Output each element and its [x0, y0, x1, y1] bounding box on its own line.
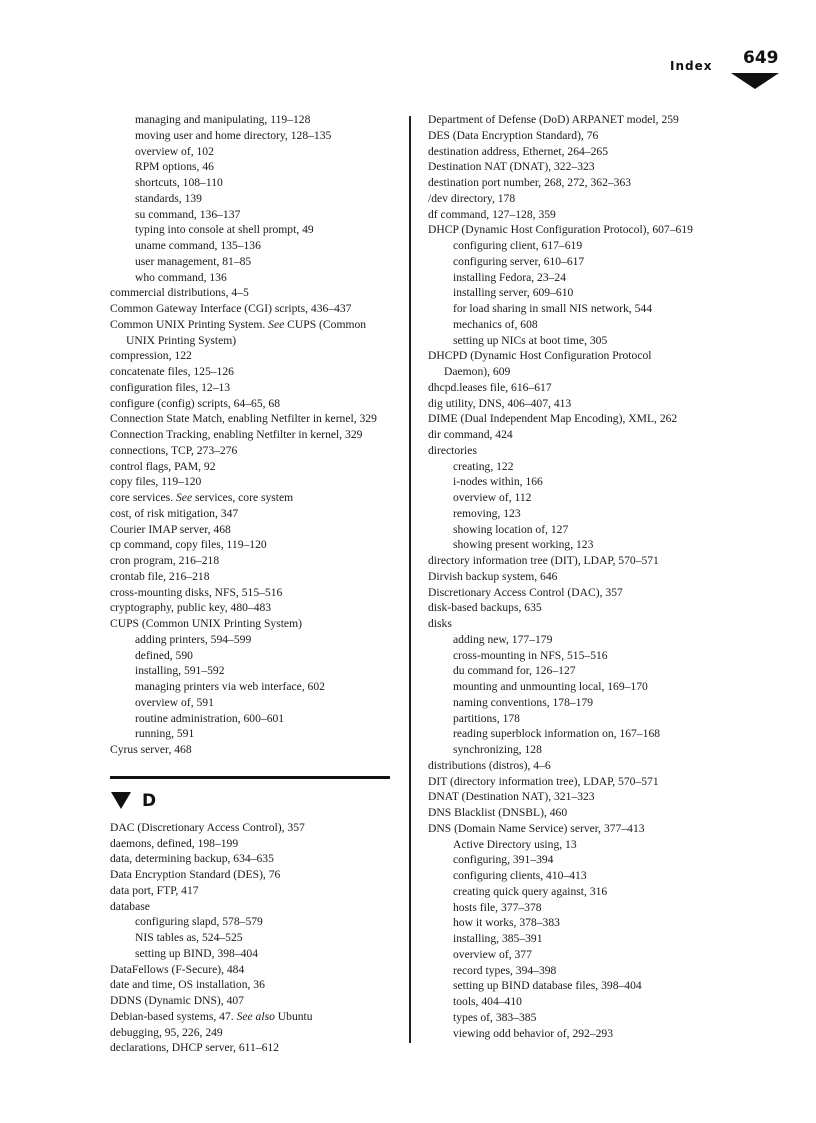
entry-text: types of, 383–385 — [453, 1010, 537, 1024]
entry-text: cross-mounting disks, NFS, 515–516 — [110, 585, 283, 599]
left-entries — [110, 112, 400, 758]
index-entry — [428, 569, 758, 585]
page-marker-triangle-icon — [731, 73, 779, 89]
index-entry — [110, 443, 400, 459]
section-divider-rule — [110, 776, 390, 779]
index-entry — [110, 175, 400, 191]
index-entry — [428, 695, 758, 711]
right-entries — [428, 112, 758, 1041]
index-entry — [110, 993, 400, 1009]
index-entry — [428, 553, 758, 569]
index-entry — [110, 679, 400, 695]
entry-text: moving user and home directory, 128–135 — [135, 128, 332, 142]
entry-text: Destination NAT (DNAT), 322–323 — [428, 160, 595, 174]
entry-text: removing, 123 — [453, 506, 521, 520]
entry-text: tools, 404–410 — [453, 995, 522, 1008]
entry-text: Daemon), 609 — [444, 365, 511, 378]
index-entry — [428, 679, 758, 695]
index-entry — [428, 207, 758, 223]
index-entry — [110, 695, 400, 711]
index-entry — [110, 899, 400, 915]
entry-text: directory information tree (DIT), LDAP, 570–571 — [428, 554, 659, 567]
entry-text: destination port number, 268, 272, 362–363 — [428, 176, 632, 189]
entry-text: disks — [428, 617, 452, 630]
entry-text: data port, FTP, 417 — [110, 883, 199, 897]
index-entry — [428, 663, 758, 679]
index-entry — [428, 191, 758, 207]
entry-text: adding printers, 594–599 — [135, 632, 252, 646]
index-entry — [428, 128, 758, 144]
section-letter: D — [142, 790, 157, 811]
see-target: CUPS (Common — [287, 317, 367, 331]
entry-text: configuring clients, 410–413 — [453, 869, 587, 882]
entry-text: du command for, 126–127 — [453, 664, 576, 678]
index-entry — [110, 537, 400, 553]
index-entry — [110, 914, 400, 930]
index-entry — [428, 317, 758, 333]
index-entry — [110, 427, 400, 443]
entry-text: connections, TCP, 273–276 — [110, 443, 238, 457]
entry-text: i-nodes within, 166 — [453, 475, 543, 489]
index-entry — [110, 459, 400, 475]
index-entry — [428, 254, 758, 270]
index-entry — [428, 159, 758, 175]
index-entry — [428, 112, 758, 128]
entry-text: showing present working, 123 — [453, 538, 594, 552]
index-entry — [428, 396, 758, 412]
entry-text: date and time, OS installation, 36 — [110, 978, 265, 992]
section-d-entries — [110, 820, 400, 1056]
index-entry — [110, 411, 400, 427]
index-entry — [110, 317, 400, 333]
entry-text: Common UNIX Printing System. — [110, 317, 266, 331]
entry-text: DIME (Dual Independent Map Encoding), XML, 262 — [428, 412, 678, 426]
entry-text: creating, 122 — [453, 459, 514, 473]
index-entry — [110, 836, 400, 852]
entry-text: DHCPD (Dynamic Host Configuration Protocol — [428, 349, 652, 363]
entry-text: distributions (distros), 4–6 — [428, 758, 551, 772]
entry-text: control flags, PAM, 92 — [110, 459, 216, 473]
index-entry — [110, 930, 400, 946]
index-entry — [428, 474, 758, 490]
index-entry — [110, 254, 400, 270]
entry-text: DIT (directory information tree), LDAP, 570–571 — [428, 774, 659, 788]
entry-text: Department of Defense (DoD) ARPANET model, 259 — [428, 113, 679, 126]
entry-text: dir command, 424 — [428, 428, 513, 441]
entry-text: adding new, 177–179 — [453, 632, 553, 646]
index-entry — [428, 931, 758, 947]
entry-text: copy files, 119–120 — [110, 475, 202, 489]
entry-text: user management, 81–85 — [135, 254, 252, 268]
index-entry — [110, 112, 400, 128]
see-target: services, core system — [195, 491, 294, 504]
index-entry — [428, 1010, 758, 1026]
entry-text: running, 591 — [135, 727, 195, 741]
entry-text: Dirvish backup system, 646 — [428, 569, 558, 583]
index-entry — [428, 506, 758, 522]
index-entry — [110, 380, 400, 396]
index-entry — [110, 977, 400, 993]
index-entry — [428, 443, 758, 459]
entry-text: disk-based backups, 635 — [428, 601, 542, 615]
index-column-left — [110, 112, 400, 1056]
index-entry — [428, 632, 758, 648]
section-heading-d — [110, 788, 400, 812]
index-entry — [110, 191, 400, 207]
entry-text: cryptography, public key, 480–483 — [110, 601, 272, 615]
entry-text: compression, 122 — [110, 349, 192, 363]
entry-text: overview of, 102 — [135, 144, 214, 158]
entry-text: overview of, 377 — [453, 947, 532, 961]
entry-text: Debian-based systems, 47. — [110, 1009, 234, 1023]
index-entry — [428, 915, 758, 931]
entry-text: Data Encryption Standard (DES), 76 — [110, 868, 281, 881]
entry-text: shortcuts, 108–110 — [135, 176, 223, 189]
index-entry — [428, 600, 758, 616]
index-entry — [428, 774, 758, 790]
entry-text: defined, 590 — [135, 648, 193, 662]
entry-text: Active Directory using, 13 — [453, 837, 577, 851]
index-entry — [110, 616, 400, 632]
index-column-right — [428, 112, 758, 1041]
entry-text: su command, 136–137 — [135, 207, 241, 221]
see-target: Ubuntu — [277, 1009, 313, 1023]
entry-text: commercial distributions, 4–5 — [110, 286, 249, 300]
entry-text: configuration files, 12–13 — [110, 380, 231, 394]
entry-text: configuring, 391–394 — [453, 853, 554, 867]
index-entry — [110, 883, 400, 899]
entry-text: destination address, Ethernet, 264–265 — [428, 144, 608, 158]
index-entry — [428, 585, 758, 601]
index-entry — [110, 270, 400, 286]
index-entry — [428, 852, 758, 868]
index-entry — [428, 758, 758, 774]
index-entry — [428, 947, 758, 963]
entry-text: configuring client, 617–619 — [453, 239, 583, 252]
entry-text: typing into console at shell prompt, 49 — [135, 223, 314, 237]
index-entry — [110, 867, 400, 883]
see-reference: See — [268, 317, 285, 331]
entry-text: core services. — [110, 491, 174, 504]
index-entry — [110, 726, 400, 742]
index-entry — [110, 348, 400, 364]
entry-text: declarations, DHCP server, 611–612 — [110, 1041, 280, 1055]
entry-text: configuring server, 610–617 — [453, 254, 585, 268]
index-entry — [428, 884, 758, 900]
entry-text: DAC (Discretionary Access Control), 357 — [110, 820, 305, 834]
page-number: 649 — [743, 48, 779, 68]
entry-text: uname command, 135–136 — [135, 239, 261, 252]
index-entry — [428, 1026, 758, 1042]
entry-text: managing and manipulating, 119–128 — [135, 113, 311, 126]
entry-text: setting up NICs at boot time, 305 — [453, 333, 608, 347]
index-entry — [428, 963, 758, 979]
index-entry — [428, 490, 758, 506]
entry-text: installing Fedora, 23–24 — [453, 270, 567, 284]
index-entry — [428, 411, 758, 427]
entry-text: DES (Data Encryption Standard), 76 — [428, 128, 599, 142]
index-entry — [110, 820, 400, 836]
entry-text: reading superblock information on, 167–168 — [453, 727, 661, 741]
index-entry — [110, 1040, 400, 1056]
entry-text: hosts file, 377–378 — [453, 900, 542, 914]
index-entry — [110, 585, 400, 601]
entry-text: Connection Tracking, enabling Netfilter in kernel, 329 — [110, 428, 363, 441]
index-entry — [110, 396, 400, 412]
entry-text: installing, 385–391 — [453, 932, 543, 945]
entry-text: synchronizing, 128 — [453, 743, 542, 756]
header-label: Index — [670, 59, 713, 73]
index-entry — [110, 238, 400, 254]
index-entry — [110, 144, 400, 160]
entry-text: overview of, 112 — [453, 491, 532, 504]
index-entry — [110, 474, 400, 490]
index-entry — [428, 711, 758, 727]
entry-text: record types, 394–398 — [453, 963, 557, 977]
index-entry — [110, 600, 400, 616]
index-entry — [428, 380, 758, 396]
index-entry — [428, 837, 758, 853]
entry-text: database — [110, 899, 150, 913]
index-entry — [110, 128, 400, 144]
index-entry — [428, 978, 758, 994]
entry-text: configuring slapd, 578–579 — [135, 915, 263, 929]
entry-text: installing, 591–592 — [135, 664, 225, 678]
entry-text: cross-mounting in NFS, 515–516 — [453, 648, 608, 662]
entry-text: viewing odd behavior of, 292–293 — [453, 1026, 614, 1040]
index-entry — [110, 222, 400, 238]
entry-text: RPM options, 46 — [135, 160, 214, 174]
index-entry — [110, 648, 400, 664]
entry-text: dhcpd.leases file, 616–617 — [428, 380, 552, 394]
entry-text: partitions, 178 — [453, 711, 520, 725]
entry-text: mechanics of, 608 — [453, 317, 538, 331]
index-entry — [110, 663, 400, 679]
index-entry — [110, 506, 400, 522]
index-entry — [428, 459, 758, 475]
entry-text: mounting and unmounting local, 169–170 — [453, 680, 648, 693]
index-entry — [110, 742, 400, 758]
entry-text: for load sharing in small NIS network, 544 — [453, 302, 652, 315]
index-entry — [428, 821, 758, 837]
column-divider — [409, 116, 411, 1043]
index-entry — [428, 238, 758, 254]
entry-text: CUPS (Common UNIX Printing System) — [110, 617, 302, 630]
entry-text: Discretionary Access Control (DAC), 357 — [428, 585, 623, 599]
entry-text: overview of, 591 — [135, 695, 214, 709]
index-entry — [428, 348, 758, 364]
index-entry — [110, 490, 400, 506]
index-entry — [428, 301, 758, 317]
index-entry — [110, 569, 400, 585]
index-entry — [110, 285, 400, 301]
index-entry — [428, 868, 758, 884]
entry-text: configure (config) scripts, 64–65, 68 — [110, 396, 281, 410]
index-entry — [428, 175, 758, 191]
entry-text: managing printers via web interface, 602 — [135, 680, 325, 693]
entry-text: standards, 139 — [135, 191, 202, 205]
entry-text: DNAT (Destination NAT), 321–323 — [428, 790, 595, 804]
entry-text: Cyrus server, 468 — [110, 743, 192, 756]
index-entry — [428, 726, 758, 742]
entry-text: DNS Blacklist (DNSBL), 460 — [428, 806, 568, 819]
index-entry — [110, 364, 400, 380]
entry-text: setting up BIND database files, 398–404 — [453, 979, 642, 993]
entry-text: how it works, 378–383 — [453, 916, 560, 930]
entry-text: cp command, copy files, 119–120 — [110, 538, 267, 552]
entry-text: setting up BIND, 398–404 — [135, 946, 259, 960]
entry-text: routine administration, 600–601 — [135, 711, 285, 725]
index-entry — [428, 427, 758, 443]
index-entry — [428, 648, 758, 664]
index-entry — [428, 537, 758, 553]
entry-text: Courier IMAP server, 468 — [110, 522, 231, 536]
index-entry — [110, 553, 400, 569]
entry-text: DNS (Domain Name Service) server, 377–413 — [428, 821, 645, 835]
index-entry — [110, 301, 400, 317]
index-entry — [428, 900, 758, 916]
index-entry — [110, 962, 400, 978]
entry-text: crontab file, 216–218 — [110, 569, 210, 583]
entry-text: /dev directory, 178 — [428, 191, 516, 205]
entry-text: Connection State Match, enabling Netfilter in kernel, 329 — [110, 412, 377, 426]
entry-text: NIS tables as, 524–525 — [135, 931, 243, 944]
entry-text: creating quick query against, 316 — [453, 884, 608, 898]
index-entry — [110, 1009, 400, 1025]
entry-text: naming conventions, 178–179 — [453, 695, 594, 709]
index-entry — [428, 522, 758, 538]
entry-text: dig utility, DNS, 406–407, 413 — [428, 396, 572, 410]
index-entry — [428, 285, 758, 301]
index-entry — [428, 364, 758, 380]
index-entry — [428, 994, 758, 1010]
see-reference: See also — [236, 1009, 275, 1023]
index-entry — [110, 1025, 400, 1041]
entry-text: daemons, defined, 198–199 — [110, 836, 239, 850]
index-entry — [428, 270, 758, 286]
entry-text: data, determining backup, 634–635 — [110, 852, 274, 866]
index-entry — [428, 616, 758, 632]
index-entry — [428, 742, 758, 758]
index-entry — [110, 946, 400, 962]
entry-text: concatenate files, 125–126 — [110, 365, 234, 378]
entry-text: DHCP (Dynamic Host Configuration Protocol), 607–619 — [428, 223, 693, 237]
entry-text: Common Gateway Interface (CGI) scripts, 436–437 — [110, 302, 352, 315]
entry-text: cost, of risk mitigation, 347 — [110, 506, 239, 520]
entry-text: showing location of, 127 — [453, 522, 569, 536]
entry-text: directories — [428, 443, 477, 457]
entry-text: debugging, 95, 226, 249 — [110, 1025, 223, 1039]
entry-text: who command, 136 — [135, 270, 227, 284]
index-entry — [110, 333, 400, 349]
index-entry — [428, 789, 758, 805]
entry-text: UNIX Printing System) — [126, 333, 237, 347]
index-entry — [428, 333, 758, 349]
index-entry — [428, 222, 758, 238]
section-triangle-icon — [111, 792, 131, 809]
entry-text: DDNS (Dynamic DNS), 407 — [110, 994, 244, 1007]
index-entry — [110, 711, 400, 727]
entry-text: cron program, 216–218 — [110, 554, 220, 567]
index-entry — [110, 159, 400, 175]
index-entry — [428, 144, 758, 160]
index-entry — [110, 207, 400, 223]
index-entry — [428, 805, 758, 821]
entry-text: installing server, 609–610 — [453, 286, 574, 300]
entry-text: df command, 127–128, 359 — [428, 207, 556, 221]
index-entry — [110, 851, 400, 867]
see-reference: See — [176, 491, 193, 504]
index-entry — [110, 632, 400, 648]
index-entry — [110, 522, 400, 538]
entry-text: DataFellows (F-Secure), 484 — [110, 962, 245, 976]
